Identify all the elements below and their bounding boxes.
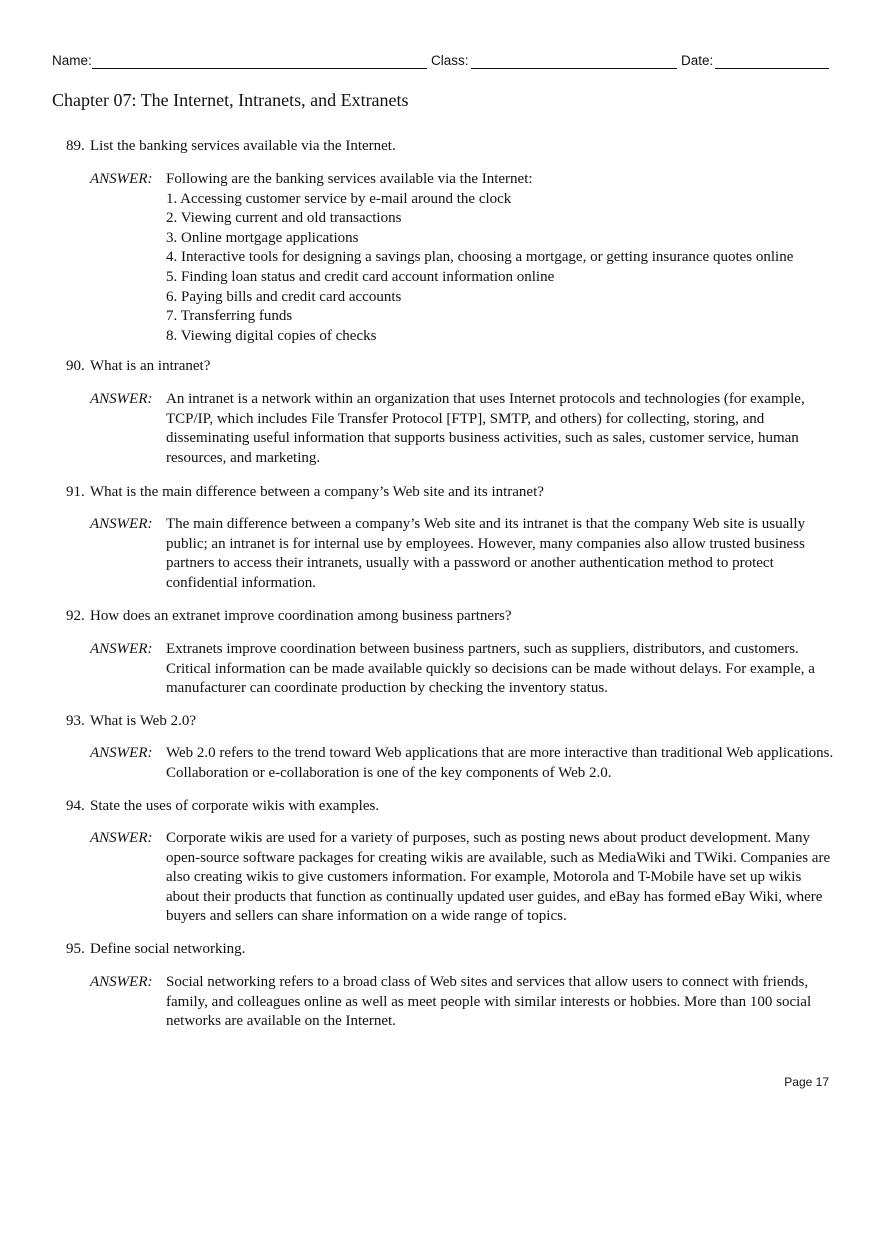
question-text: State the uses of corporate wikis with examples. (90, 798, 380, 814)
answer-label: ANSWER: (90, 641, 153, 657)
question-number: 92. (66, 608, 85, 624)
question-item (66, 607, 512, 627)
question-item (66, 712, 196, 732)
banking-services-list (166, 190, 834, 347)
answer-label: ANSWER: (90, 974, 153, 990)
date-label: Date: (681, 53, 714, 68)
question-number: 95. (66, 941, 85, 957)
question-item (66, 357, 210, 377)
answer-text: Web 2.0 refers to the trend toward Web applications that are more interactive than traditional Web applications. Collaboration or e-collaboration is one of the key components of Web 2.0. (166, 745, 834, 781)
answer-block (166, 170, 834, 346)
question-text: How does an extranet improve coordination among business partners? (90, 608, 512, 624)
question-number: 93. (66, 713, 85, 729)
date-field-line[interactable] (715, 68, 829, 69)
list-item: 6. Paying bills and credit card accounts (166, 288, 402, 305)
question-item (66, 940, 245, 960)
question-number: 89. (66, 138, 85, 154)
question-number: 90. (66, 358, 85, 374)
question-number: 91. (66, 484, 85, 500)
question-text: What is the main difference between a company’s Web site and its intranet? (90, 484, 544, 500)
answer-label: ANSWER: (90, 830, 153, 846)
page-number: Page 17 (784, 1075, 829, 1089)
answer-text: An intranet is a network within an organization that uses Internet protocols and technologies (for example, TCP/IP, which includes File Transfer Protocol [FTP], SMTP, and others) for collecting, storing, and disseminating useful information that supports business activities, such as sales, customer service, human resources, and marketing. (166, 391, 805, 466)
header-fields (52, 50, 829, 72)
class-label: Class: (431, 53, 469, 68)
question-text: List the banking services available via the Internet. (90, 138, 396, 154)
list-item: 7. Transferring funds (166, 308, 293, 325)
answer-text: Corporate wikis are used for a variety of purposes, such as posting news about product development. Many open-source software packages for creating wikis are available, such as MediaWiki and TWiki. Companies are also creating wikis to give customers information. For example, Motorola and T-Mobile have set up wikis about their products that function as continually updated user guides, and eBay has formed eBay Wiki, where buyers and sellers can share information on a wide range of topics. (166, 830, 831, 925)
question-text: What is an intranet? (90, 358, 211, 374)
question-item (66, 137, 396, 157)
answer-label: ANSWER: (90, 391, 153, 407)
answer-intro: Following are the banking services available via the Internet: (166, 171, 533, 187)
question-number: 94. (66, 798, 85, 814)
answer-text: The main difference between a company’s Web site and its intranet is that the company Web site is usually public; an intranet is for internal use by employees. However, many companies also allow trusted business partners to access their intranets, usually with a password or another authentication method to protect confidential information. (166, 516, 806, 591)
answer-label: ANSWER: (90, 171, 153, 187)
answer-text: Extranets improve coordination between business partners, such as suppliers, distributors, and customers. Critical information can be made available quickly so decisions can be made without delays. For example, a manufacturer can coordinate production by checking the inventory status. (166, 641, 815, 697)
class-field-line[interactable] (471, 68, 677, 69)
chapter-title: Chapter 07: The Internet, Intranets, and Extranets (52, 90, 409, 110)
question-item (66, 483, 544, 503)
question-text: Define social networking. (90, 941, 246, 957)
list-item: 2. Viewing current and old transactions (166, 210, 402, 227)
answer-label: ANSWER: (90, 516, 153, 532)
list-item: 5. Finding loan status and credit card account information online (166, 268, 555, 285)
question-text: What is Web 2.0? (90, 713, 196, 729)
list-item: 1. Accessing customer service by e-mail around the clock (166, 190, 512, 207)
answer-text: Social networking refers to a broad class of Web sites and services that allow users to connect with friends, family, and colleagues online as well as meet people with similar interests or hobbies. More than 100 social networks are available on the Internet. (166, 974, 812, 1030)
answer-label: ANSWER: (90, 745, 153, 761)
name-label: Name: (52, 53, 92, 68)
question-item (66, 797, 379, 817)
list-item: 4. Interactive tools for designing a savings plan, choosing a mortgage, or getting insurance quotes online (166, 249, 794, 266)
list-item: 3. Online mortgage applications (166, 229, 359, 246)
name-field-line[interactable] (92, 68, 427, 69)
list-item: 8. Viewing digital copies of checks (166, 327, 377, 344)
